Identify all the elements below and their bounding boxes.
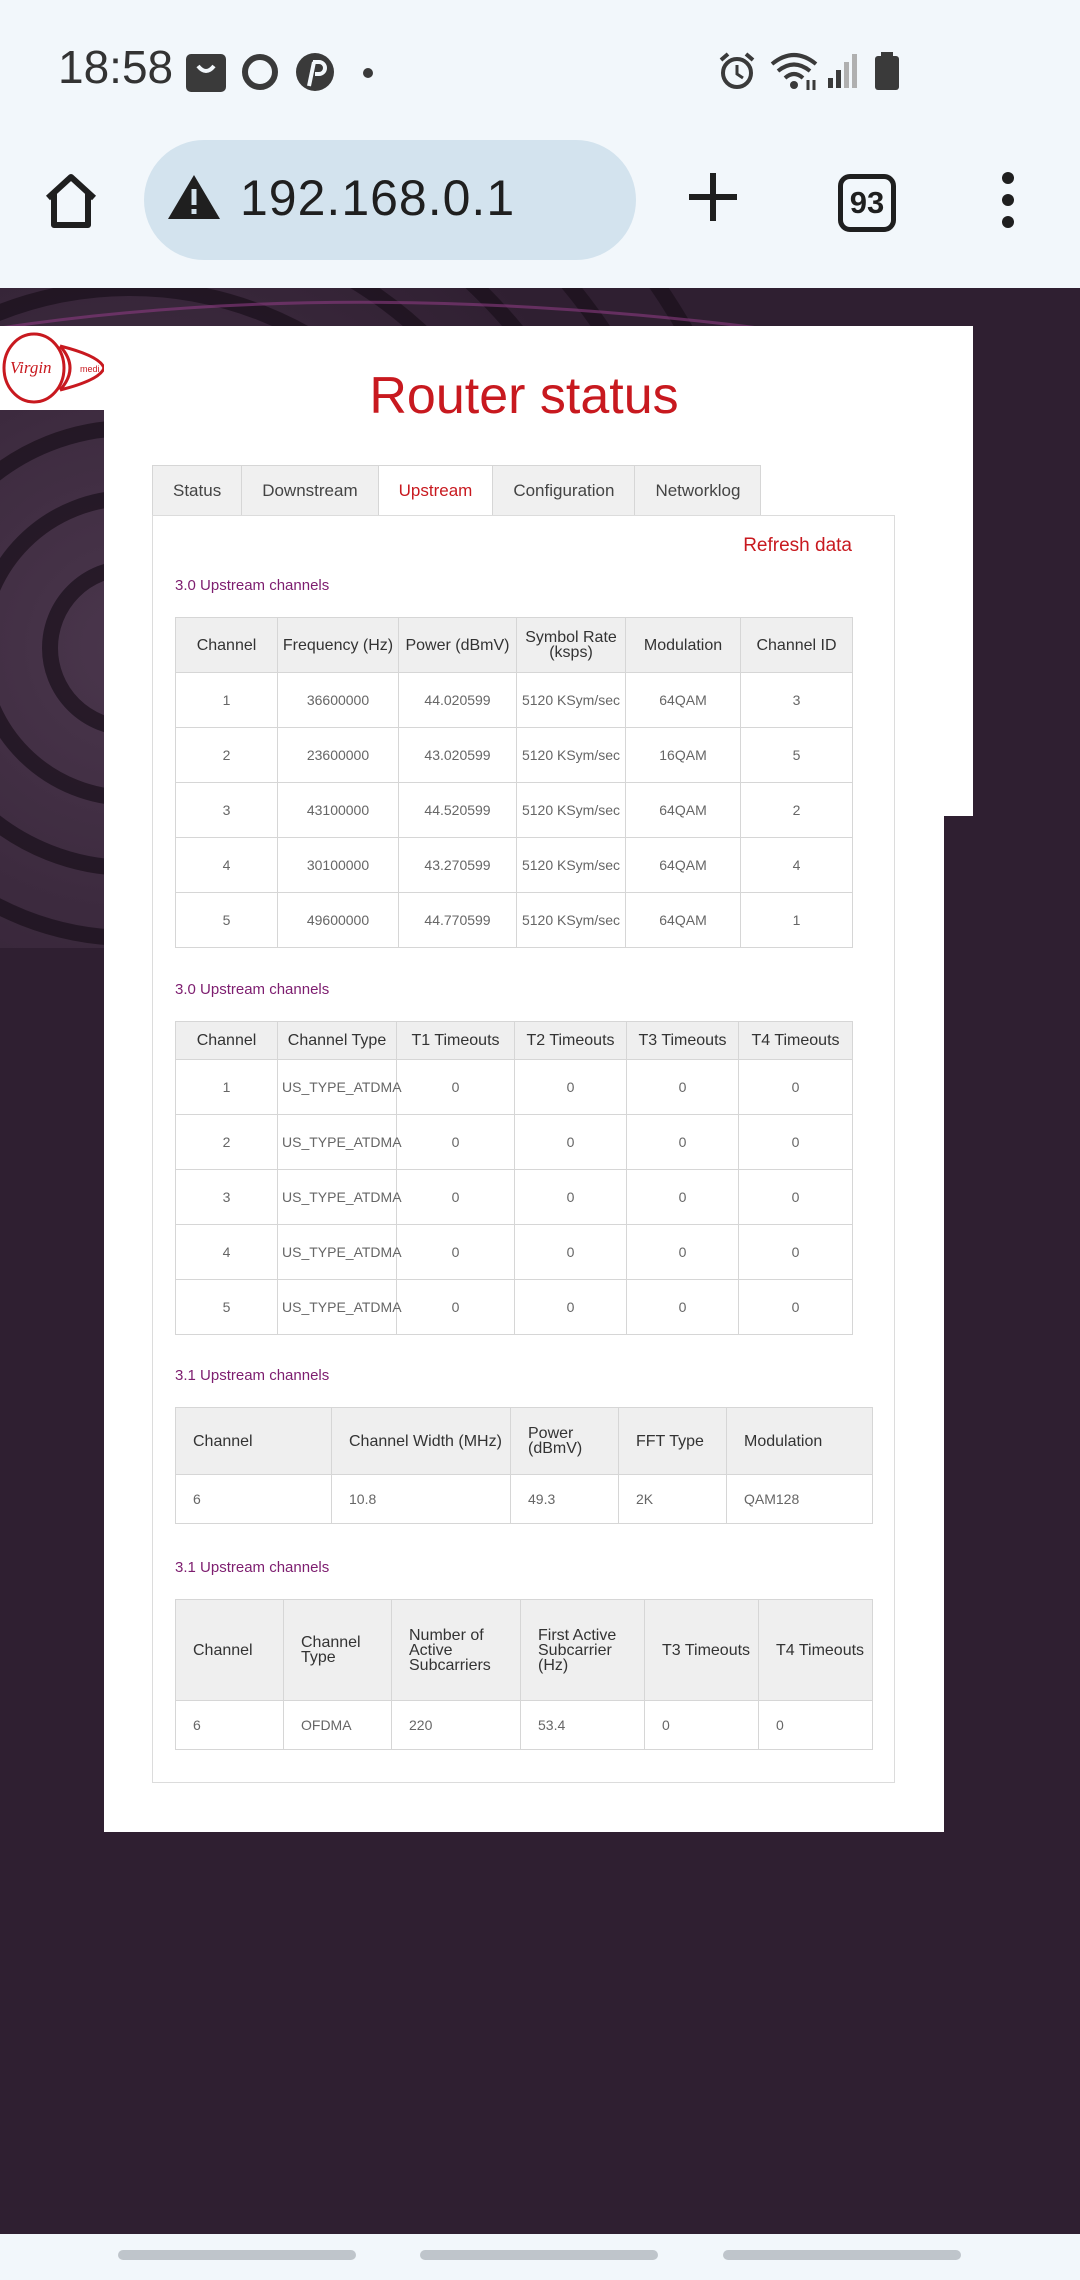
table-cell: 44.520599 bbox=[399, 783, 517, 838]
table-cell: 64QAM bbox=[626, 783, 741, 838]
table-header-row bbox=[176, 1022, 853, 1060]
nav-gesture-left[interactable] bbox=[118, 2250, 356, 2260]
column-header: T2 Timeouts bbox=[515, 1022, 627, 1060]
clock: 18:58 bbox=[58, 41, 174, 93]
shopping-bag-icon bbox=[184, 50, 228, 99]
table-cell: 3 bbox=[741, 673, 853, 728]
warning-icon[interactable] bbox=[166, 172, 222, 227]
table-cell: 49600000 bbox=[278, 893, 399, 948]
upstream-31-channels-table bbox=[175, 1407, 873, 1524]
table-cell: 43100000 bbox=[278, 783, 399, 838]
table-cell: 0 bbox=[397, 1060, 515, 1115]
notification-dot-icon bbox=[362, 66, 374, 84]
table-row bbox=[176, 1225, 853, 1280]
table-cell: 6 bbox=[176, 1701, 284, 1750]
table-cell: US_TYPE_ATDMA bbox=[278, 1115, 397, 1170]
table-cell: 10.8 bbox=[332, 1475, 511, 1524]
table-row bbox=[176, 783, 853, 838]
battery-icon bbox=[872, 50, 902, 97]
column-header: T4 Timeouts bbox=[739, 1022, 853, 1060]
table-row bbox=[176, 1060, 853, 1115]
table-cell: 0 bbox=[397, 1225, 515, 1280]
alarm-icon bbox=[716, 50, 758, 97]
svg-text:medi: medi bbox=[80, 364, 100, 374]
column-header: Channel bbox=[176, 618, 278, 673]
tab-status[interactable]: Status bbox=[152, 465, 241, 516]
table-row bbox=[176, 1170, 853, 1225]
table-cell: 5120 KSym/sec bbox=[517, 893, 626, 948]
table-cell: OFDMA bbox=[284, 1701, 392, 1750]
table-cell: 0 bbox=[515, 1115, 627, 1170]
column-header: First Active Subcarrier (Hz) bbox=[521, 1600, 645, 1701]
table-cell: 220 bbox=[392, 1701, 521, 1750]
table-cell: 5 bbox=[741, 728, 853, 783]
table-row bbox=[176, 728, 853, 783]
table-cell: 53.4 bbox=[521, 1701, 645, 1750]
table-cell: 0 bbox=[627, 1115, 739, 1170]
table-header-row bbox=[176, 1600, 873, 1701]
table-cell: 5 bbox=[176, 1280, 278, 1335]
upstream-30-timeouts-table bbox=[175, 1021, 853, 1335]
table-header-row bbox=[176, 1408, 873, 1475]
section-title: 3.1 Upstream channels bbox=[175, 1559, 330, 1576]
table-row bbox=[176, 838, 853, 893]
section-title: 3.1 Upstream channels bbox=[175, 1367, 330, 1384]
table-cell: 5120 KSym/sec bbox=[517, 783, 626, 838]
column-header: Number of Active Subcarriers bbox=[392, 1600, 521, 1701]
column-header: T3 Timeouts bbox=[627, 1022, 739, 1060]
table-cell: 36600000 bbox=[278, 673, 399, 728]
wifi-icon bbox=[768, 50, 820, 97]
column-header: Power (dBmV) bbox=[399, 618, 517, 673]
column-header: Channel Width (MHz) bbox=[332, 1408, 511, 1475]
table-cell: 64QAM bbox=[626, 838, 741, 893]
table-cell: 64QAM bbox=[626, 673, 741, 728]
table-row bbox=[176, 1475, 873, 1524]
table-cell: 2 bbox=[176, 728, 278, 783]
tab-networklog[interactable]: Networklog bbox=[634, 465, 761, 516]
table-cell: 0 bbox=[739, 1115, 853, 1170]
table-cell: 1 bbox=[741, 893, 853, 948]
table-cell: 5 bbox=[176, 893, 278, 948]
section-title: 3.0 Upstream channels bbox=[175, 577, 330, 594]
nav-gesture-right[interactable] bbox=[723, 2250, 961, 2260]
page-title: Router status bbox=[369, 367, 679, 425]
tab-downstream[interactable]: Downstream bbox=[241, 465, 377, 516]
home-icon[interactable] bbox=[40, 170, 102, 237]
table-cell: 0 bbox=[515, 1170, 627, 1225]
section-title: 3.0 Upstream channels bbox=[175, 981, 330, 998]
navigation-bar bbox=[0, 2234, 1080, 2280]
tab-switcher-button[interactable]: 93 bbox=[838, 174, 896, 232]
column-header: Power (dBmV) bbox=[511, 1408, 619, 1475]
table-cell: US_TYPE_ATDMA bbox=[278, 1280, 397, 1335]
table-cell: 30100000 bbox=[278, 838, 399, 893]
table-row bbox=[176, 1280, 853, 1335]
upstream-31-ofdma-table bbox=[175, 1599, 873, 1750]
table-cell: 49.3 bbox=[511, 1475, 619, 1524]
column-header: Modulation bbox=[626, 618, 741, 673]
table-cell: 23600000 bbox=[278, 728, 399, 783]
table-cell: 0 bbox=[739, 1280, 853, 1335]
column-header: Symbol Rate (ksps) bbox=[517, 618, 626, 673]
column-header: T1 Timeouts bbox=[397, 1022, 515, 1060]
table-cell: 3 bbox=[176, 783, 278, 838]
table-cell: 5120 KSym/sec bbox=[517, 728, 626, 783]
column-header: Modulation bbox=[727, 1408, 873, 1475]
column-header: Channel bbox=[176, 1408, 332, 1475]
more-menu-icon[interactable] bbox=[997, 170, 1019, 235]
table-cell: 2 bbox=[176, 1115, 278, 1170]
column-header: T3 Timeouts bbox=[645, 1600, 759, 1701]
table-cell: 4 bbox=[741, 838, 853, 893]
table-cell: 3 bbox=[176, 1170, 278, 1225]
table-cell: 0 bbox=[397, 1115, 515, 1170]
refresh-data-link[interactable]: Refresh data bbox=[743, 535, 852, 556]
table-cell: 16QAM bbox=[626, 728, 741, 783]
browser-toolbar bbox=[0, 140, 1080, 289]
table-cell: 44.020599 bbox=[399, 673, 517, 728]
nav-gesture-center[interactable] bbox=[420, 2250, 658, 2260]
table-cell: 0 bbox=[739, 1060, 853, 1115]
table-header-row bbox=[176, 618, 853, 673]
tab-content bbox=[152, 515, 895, 1783]
table-cell: 0 bbox=[739, 1225, 853, 1280]
column-header: Channel bbox=[176, 1600, 284, 1701]
status-bar bbox=[0, 0, 1080, 140]
table-row bbox=[176, 1701, 873, 1750]
column-header: Channel Type bbox=[284, 1600, 392, 1701]
table-cell: 0 bbox=[739, 1170, 853, 1225]
column-header: Channel bbox=[176, 1022, 278, 1060]
table-cell: 2 bbox=[741, 783, 853, 838]
table-cell: 0 bbox=[515, 1225, 627, 1280]
table-cell: 5120 KSym/sec bbox=[517, 838, 626, 893]
table-cell: 43.270599 bbox=[399, 838, 517, 893]
tab-bar bbox=[152, 465, 761, 515]
table-cell: 0 bbox=[627, 1060, 739, 1115]
column-header: Channel Type bbox=[278, 1022, 397, 1060]
table-row bbox=[176, 1115, 853, 1170]
svg-text:Virgin: Virgin bbox=[10, 358, 52, 377]
table-cell: 44.770599 bbox=[399, 893, 517, 948]
table-cell: US_TYPE_ATDMA bbox=[278, 1170, 397, 1225]
table-cell: US_TYPE_ATDMA bbox=[278, 1060, 397, 1115]
table-cell: 0 bbox=[515, 1060, 627, 1115]
table-cell: 0 bbox=[397, 1170, 515, 1225]
table-cell: 1 bbox=[176, 1060, 278, 1115]
table-cell: 4 bbox=[176, 838, 278, 893]
table-cell: 2K bbox=[619, 1475, 727, 1524]
table-cell: 64QAM bbox=[626, 893, 741, 948]
table-cell: 0 bbox=[627, 1170, 739, 1225]
tab-configuration[interactable]: Configuration bbox=[492, 465, 634, 516]
table-cell: 43.020599 bbox=[399, 728, 517, 783]
circle-app-icon bbox=[238, 50, 282, 99]
column-header: FFT Type bbox=[619, 1408, 727, 1475]
table-cell: 0 bbox=[397, 1280, 515, 1335]
table-row bbox=[176, 893, 853, 948]
column-header: Frequency (Hz) bbox=[278, 618, 399, 673]
table-cell: 5120 KSym/sec bbox=[517, 673, 626, 728]
signal-icon bbox=[826, 50, 860, 95]
table-cell: US_TYPE_ATDMA bbox=[278, 1225, 397, 1280]
table-cell: 0 bbox=[645, 1701, 759, 1750]
url-text[interactable]: 192.168.0.1 bbox=[240, 170, 516, 226]
table-cell: 0 bbox=[759, 1701, 873, 1750]
tab-upstream[interactable]: Upstream bbox=[378, 465, 493, 516]
table-row bbox=[176, 673, 853, 728]
column-header: Channel ID bbox=[741, 618, 853, 673]
address-bar[interactable] bbox=[144, 140, 636, 260]
table-cell: 0 bbox=[627, 1280, 739, 1335]
new-tab-icon[interactable] bbox=[686, 170, 740, 229]
table-cell: 1 bbox=[176, 673, 278, 728]
table-cell: 0 bbox=[627, 1225, 739, 1280]
table-cell: 4 bbox=[176, 1225, 278, 1280]
table-cell: 0 bbox=[515, 1280, 627, 1335]
upstream-30-channels-table bbox=[175, 617, 853, 948]
table-cell: QAM128 bbox=[727, 1475, 873, 1524]
column-header: T4 Timeouts bbox=[759, 1600, 873, 1701]
table-cell: 6 bbox=[176, 1475, 332, 1524]
pinterest-icon bbox=[293, 50, 337, 99]
